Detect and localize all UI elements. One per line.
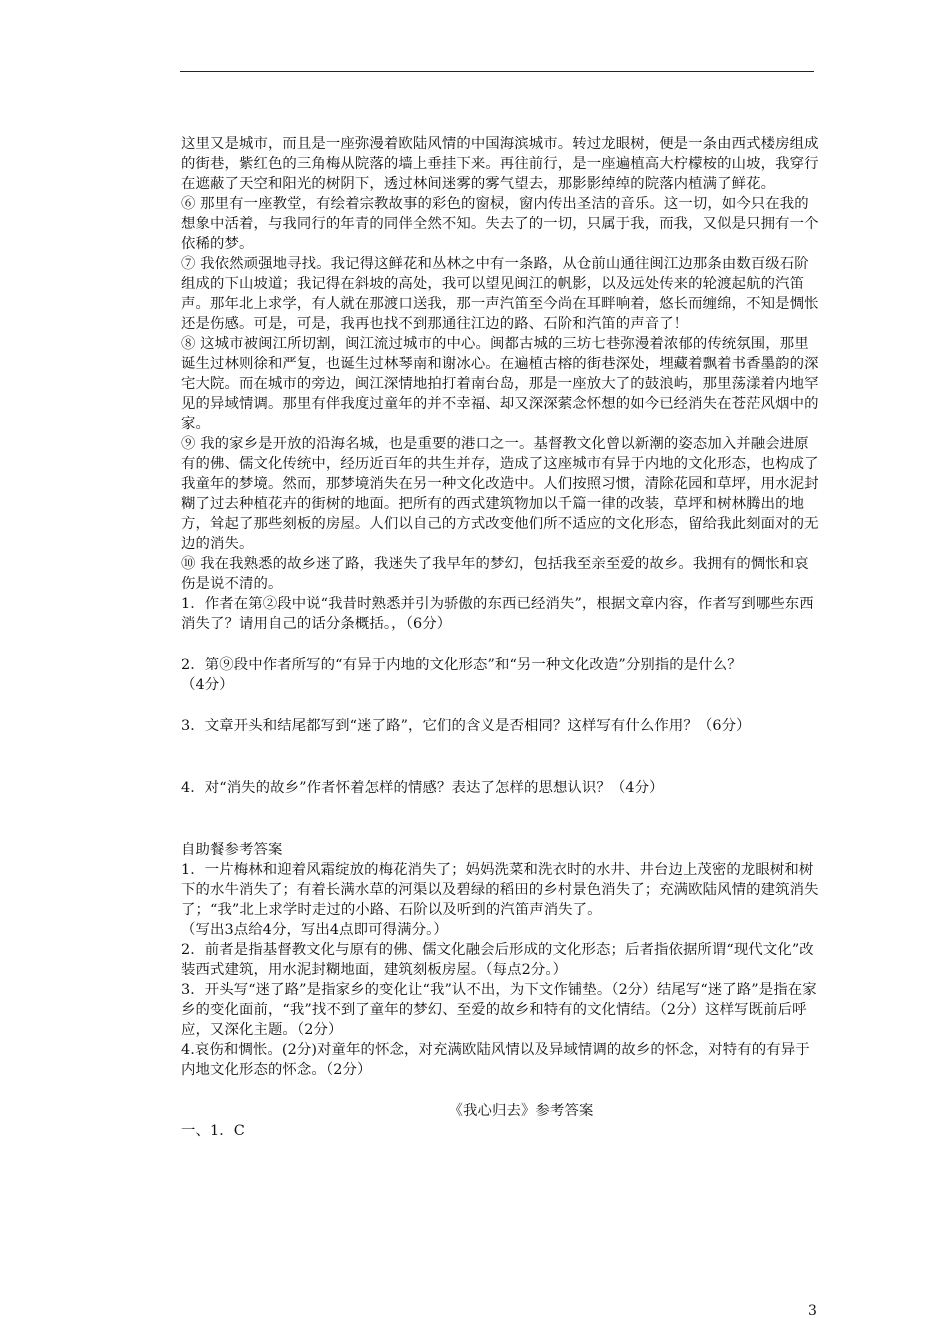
answer-1-note: （写出3点给4分，写出4点即可得满分。）	[181, 922, 448, 938]
page-number: 3	[808, 1303, 817, 1319]
answer-3: 3．开头写“迷了路”是指家乡的变化让“我”认不出，为下文作铺垫。（2分）结尾写“迷了路”是指在家乡的变化面前，“我”找不到了童年的梦幻、至爱的故乡和特有的文化情结。（2分）这样写既前后呼应，又深化主题。（2分）	[181, 982, 817, 1038]
question-2: 2．第⑨段中作者所写的“有异于内地的文化形态”和“另一种文化改造”分别指的是什么？	[181, 657, 742, 673]
passage-paragraph-7: ⑦ 我依然顽强地寻找。我记得这鲜花和丛林之中有一条路，从仓前山通往闽江边那条由数百级石阶组成的下山坡道；我记得在斜坡的高处，我可以望见闽江的帆影，以及远处传来的轮渡起航的汽笛声。那年北上求学，有人就在那渡口送我，那一声汽笛至今尚在耳畔响着，悠长而缠绵，不知是惆怅还是伤感。可是，可是，我再也找不到那通往江边的路、石阶和汽笛的声音了！	[181, 256, 819, 332]
answer-2: 2．前者是指基督教文化与原有的佛、儒文化融会后形成的文化形态；后者指依据所谓“现代文化”改装西式建筑，用水泥封糊地面，建筑刻板房屋。（每点2分。）	[181, 942, 814, 978]
section-first-line: 一、1．C	[181, 1123, 245, 1139]
passage-paragraph-5: 这里又是城市，而且是一座弥漫着欧陆风情的中国海滨城市。转过龙眼树，便是一条由西式楼房组成的街巷，紫红色的三角梅从院落的墙上垂挂下来。再往前行，是一座遍植高大柠檬桉的山坡，我穿行在遮蔽了天空和阳光的树阴下，透过林间迷雾的雾气望去，那影影绰绰的院落内植满了鲜花。	[181, 136, 819, 192]
answer-1: 1．一片梅林和迎着风霜绽放的梅花消失了；妈妈洗菜和洗衣时的水井、井台边上茂密的龙眼树和树下的水牛消失了；有着长满水草的河渠以及碧绿的稻田的乡村景色消失了；充满欧陆风情的建筑消失了；“我”北上求学时走过的小路、石阶以及听到的汽笛声消失了。	[181, 862, 819, 918]
question-1: 1．作者在第②段中说“我昔时熟悉并引为骄傲的东西已经消失”，根据文章内容，作者写到哪些东西消失了？请用自己的话分条概括。，（6分）	[181, 596, 814, 632]
answer-4: 4.哀伤和惆怅。(2分)对童年的怀念，对充满欧陆风情以及异域情调的故乡的怀念，对特有的有异于内地文化形态的怀念。（2分）	[181, 1042, 810, 1078]
passage-paragraph-6: ⑥ 那里有一座教堂，有绘着宗教故事的彩色的窗棂，窗内传出圣洁的音乐。这一切，如今只在我的想象中活着，与我同行的年青的同伴全然不知。失去了的一切，只属于我，而我，又似是只拥有一个依稀的梦。	[181, 196, 819, 252]
question-3: 3．文章开头和结尾都写到“迷了路”，它们的含义是否相同？这样写有什么作用？（6分）	[181, 718, 751, 734]
header-rule	[180, 71, 814, 72]
page-content	[181, 134, 821, 1141]
passage-paragraph-8: ⑧ 这城市被闽江所切割，闽江流过城市的中心。闽都古城的三坊七巷弥漫着浓郁的传统氛围，那里诞生过林则徐和严复，也诞生过林琴南和谢冰心。在遍植古榕的街巷深处，埋藏着飘着书香墨韵的深宅大院。而在城市的旁边，闽江深情地拍打着南台岛，那是一座放大了的鼓浪屿，那里荡漾着内地罕见的异域情调。那里有伴我度过童年的并不幸福、却又深深萦念怀想的如今已经消失在苍茫风烟中的家。	[181, 336, 819, 432]
section-title: 《我心归去》参考答案	[448, 1103, 594, 1119]
question-2-score: （4分）	[181, 677, 234, 693]
answers-heading: 自助餐参考答案	[181, 842, 283, 858]
passage-paragraph-9: ⑨ 我的家乡是开放的沿海名城，也是重要的港口之一。基督教文化曾以新潮的姿态加入并融会进原有的佛、儒文化传统中，经历近百年的共生并存，造成了这座城市有异于内地的文化形态，也构成了我童年的梦境。然而，那梦境消失在另一种文化改造中。人们按照习惯，清除花园和草坪，用水泥封糊了过去种植花卉的街树的地面。把所有的西式建筑物加以千篇一律的改装，草坪和树林腾出的地方，耸起了那些刻板的房屋。人们以自己的方式改变他们所不适应的文化形态，留给我此刻面对的无边的消失。	[181, 436, 819, 552]
question-4: 4．对“消失的故乡”作者怀着怎样的情感？表达了怎样的思想认识？（4分）	[181, 780, 664, 796]
passage-paragraph-10: ⑩ 我在我熟悉的故乡迷了路，我迷失了我早年的梦幻，包括我至亲至爱的故乡。我拥有的惆怅和哀伤是说不清的。	[181, 556, 809, 592]
